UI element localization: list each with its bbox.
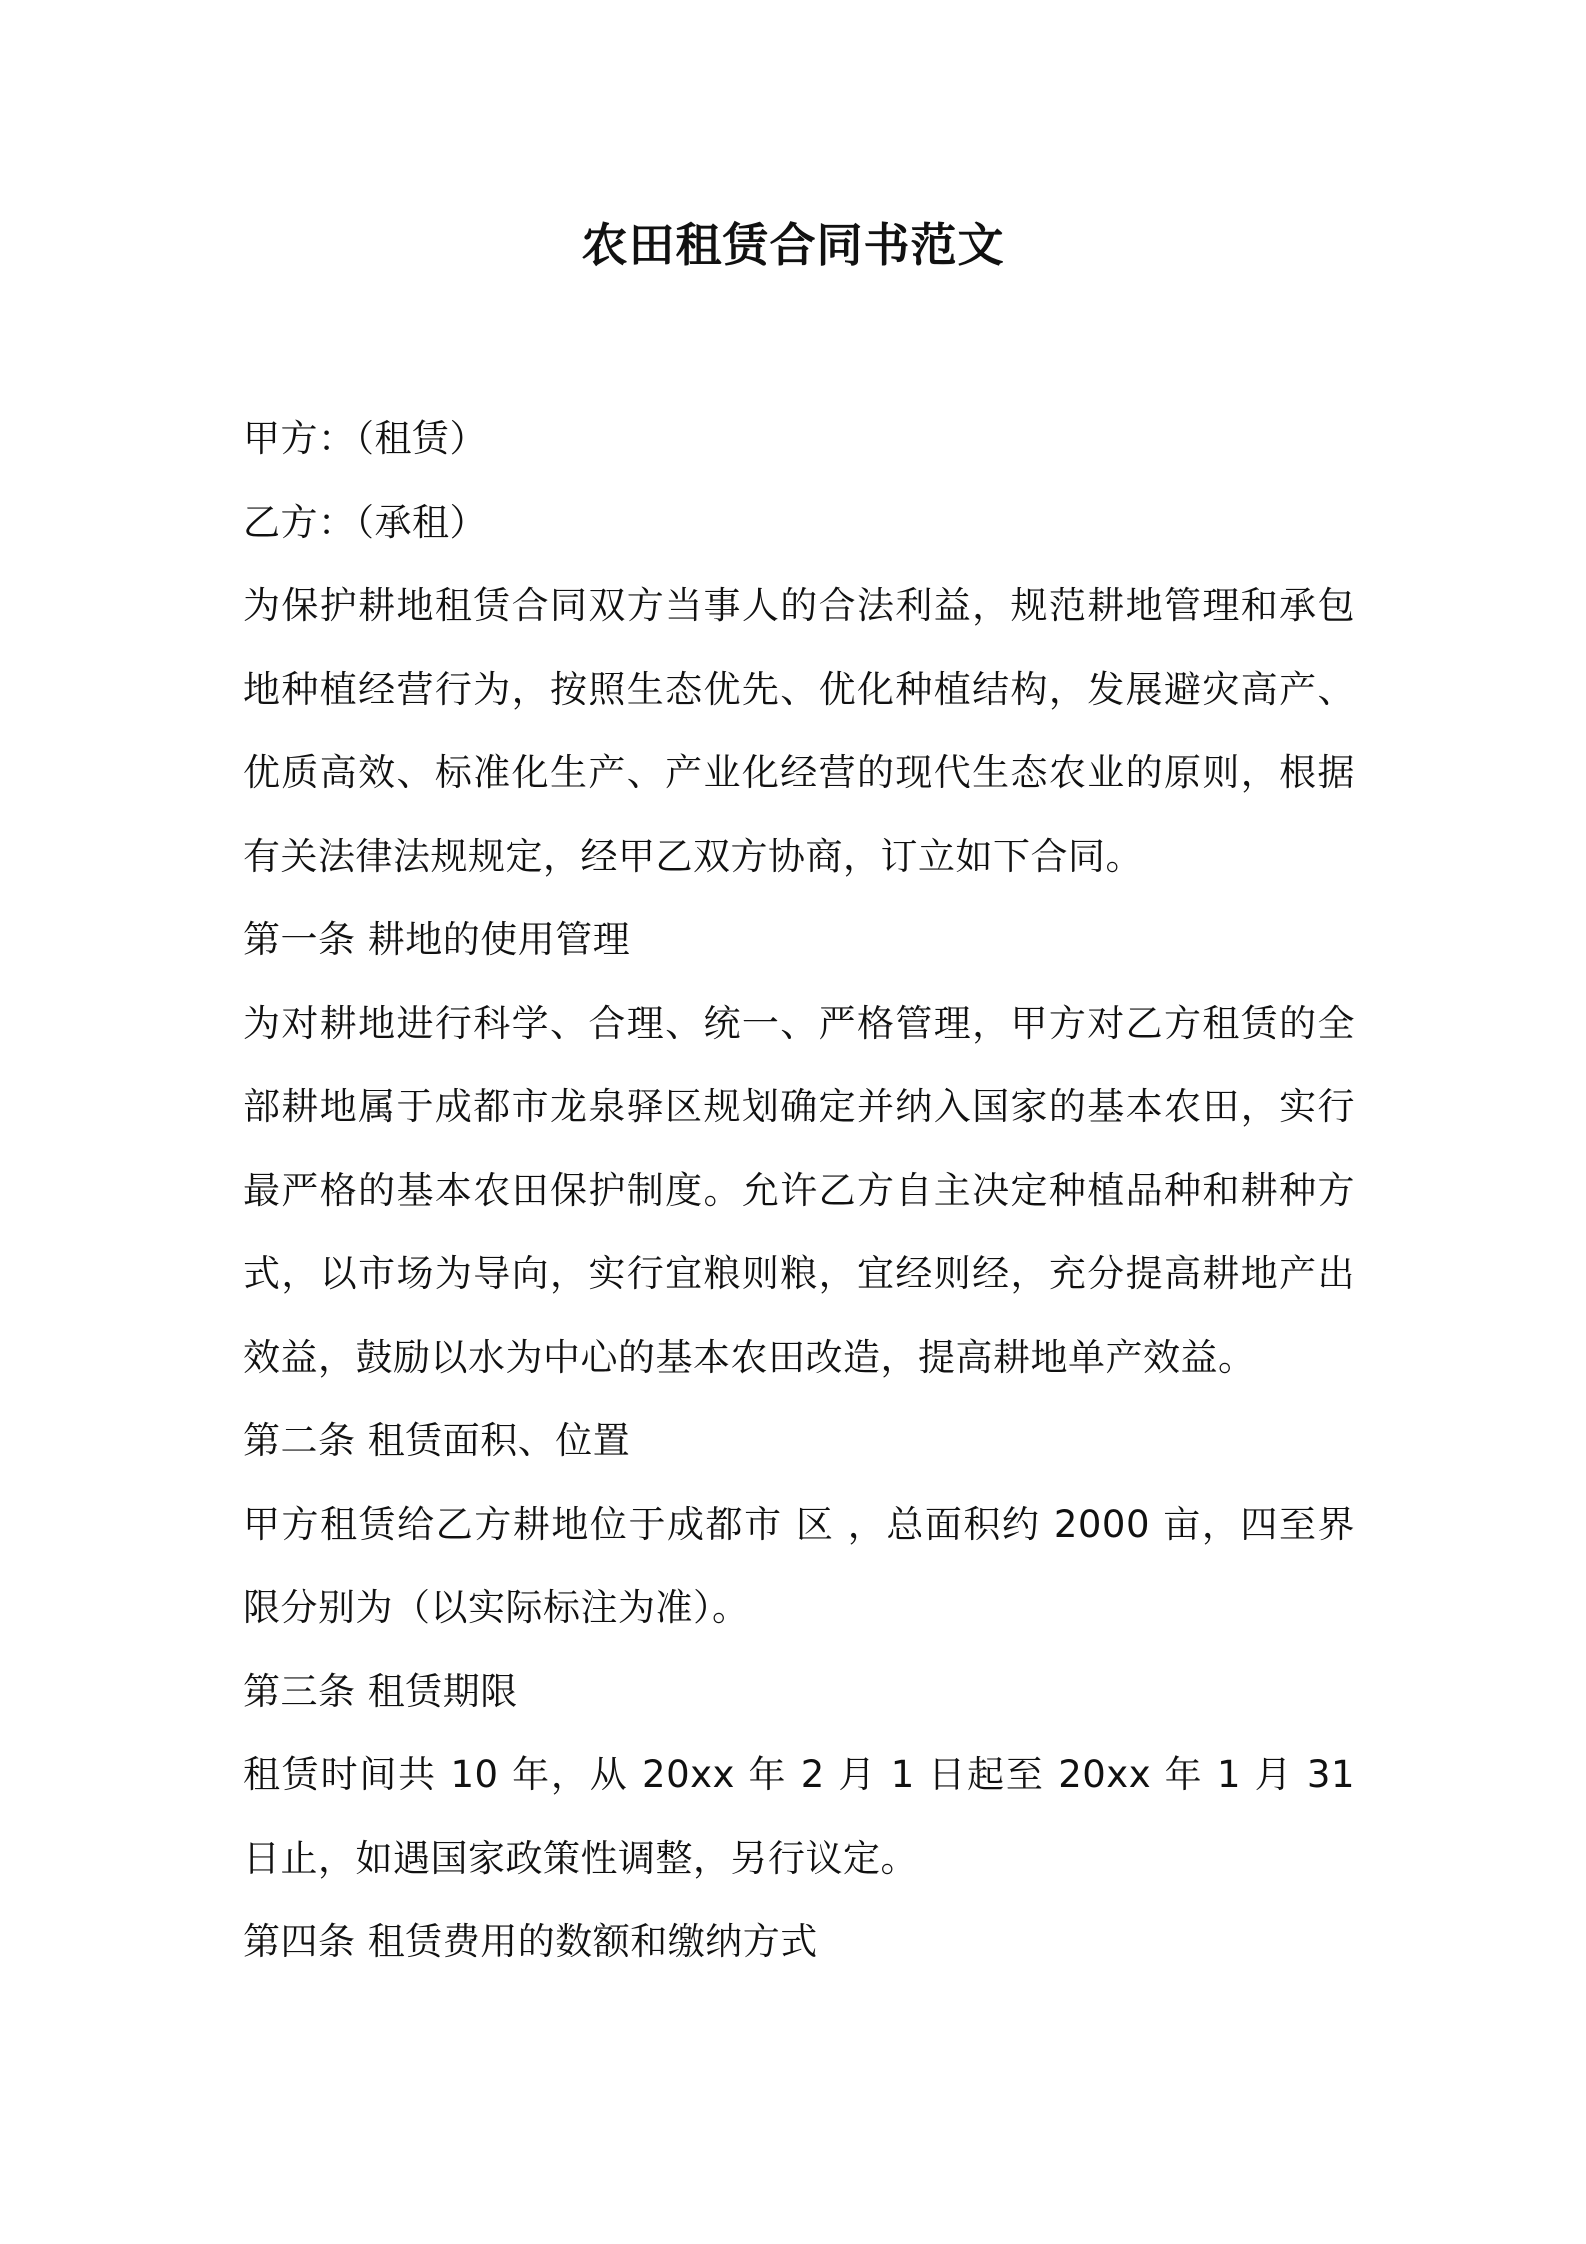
article-3-paragraph: 租赁时间共 10 年，从 20xx 年 2 月 1 日起至 20xx 年 1 月 31 日止，如遇国家政策性调整，另行议定。 xyxy=(243,1753,1355,1880)
party-b-line: 乙方：（承租） xyxy=(243,500,487,544)
article-3-heading: 第三条 租赁期限 xyxy=(243,1669,518,1713)
preamble-paragraph: 为保护耕地租赁合同双方当事人的合法利益，规范耕地管理和承包地种植经营行为，按照生态优先、优化种植结构，发展避灾高产、优质高效、标准化生产、产业化经营的现代生态农业的原则，根据有关法律法规规定，经甲乙双方协商，订立如下合同。 xyxy=(243,584,1355,878)
article-2-heading: 第二条 租赁面积、位置 xyxy=(243,1419,631,1462)
document-title: 农田租赁合同书范文 xyxy=(581,218,1005,272)
document-body xyxy=(243,397,1355,1984)
article-1-heading: 第一条 耕地的使用管理 xyxy=(243,918,631,961)
article-2-paragraph: 甲方租赁给乙方耕地位于成都市 区 ，总面积约 2000 亩，四至界限分别为（以实际标注为准）。 xyxy=(243,1502,1355,1629)
article-4-heading: 第四条 租赁费用的数额和缴纳方式 xyxy=(243,1920,818,1963)
party-a-line: 甲方：（租赁） xyxy=(243,417,487,460)
article-1-paragraph: 为对耕地进行科学、合理、统一、严格管理，甲方对乙方租赁的全部耕地属于成都市龙泉驿区规划确定并纳入国家的基本农田，实行最严格的基本农田保护制度。允许乙方自主决定种植品种和耕种方式，以市场为导向，实行宜粮则粮，宜经则经，充分提高耕地产出效益，鼓励以水为中心的基本农田改造，提高耕地单产效益。 xyxy=(243,1001,1355,1379)
